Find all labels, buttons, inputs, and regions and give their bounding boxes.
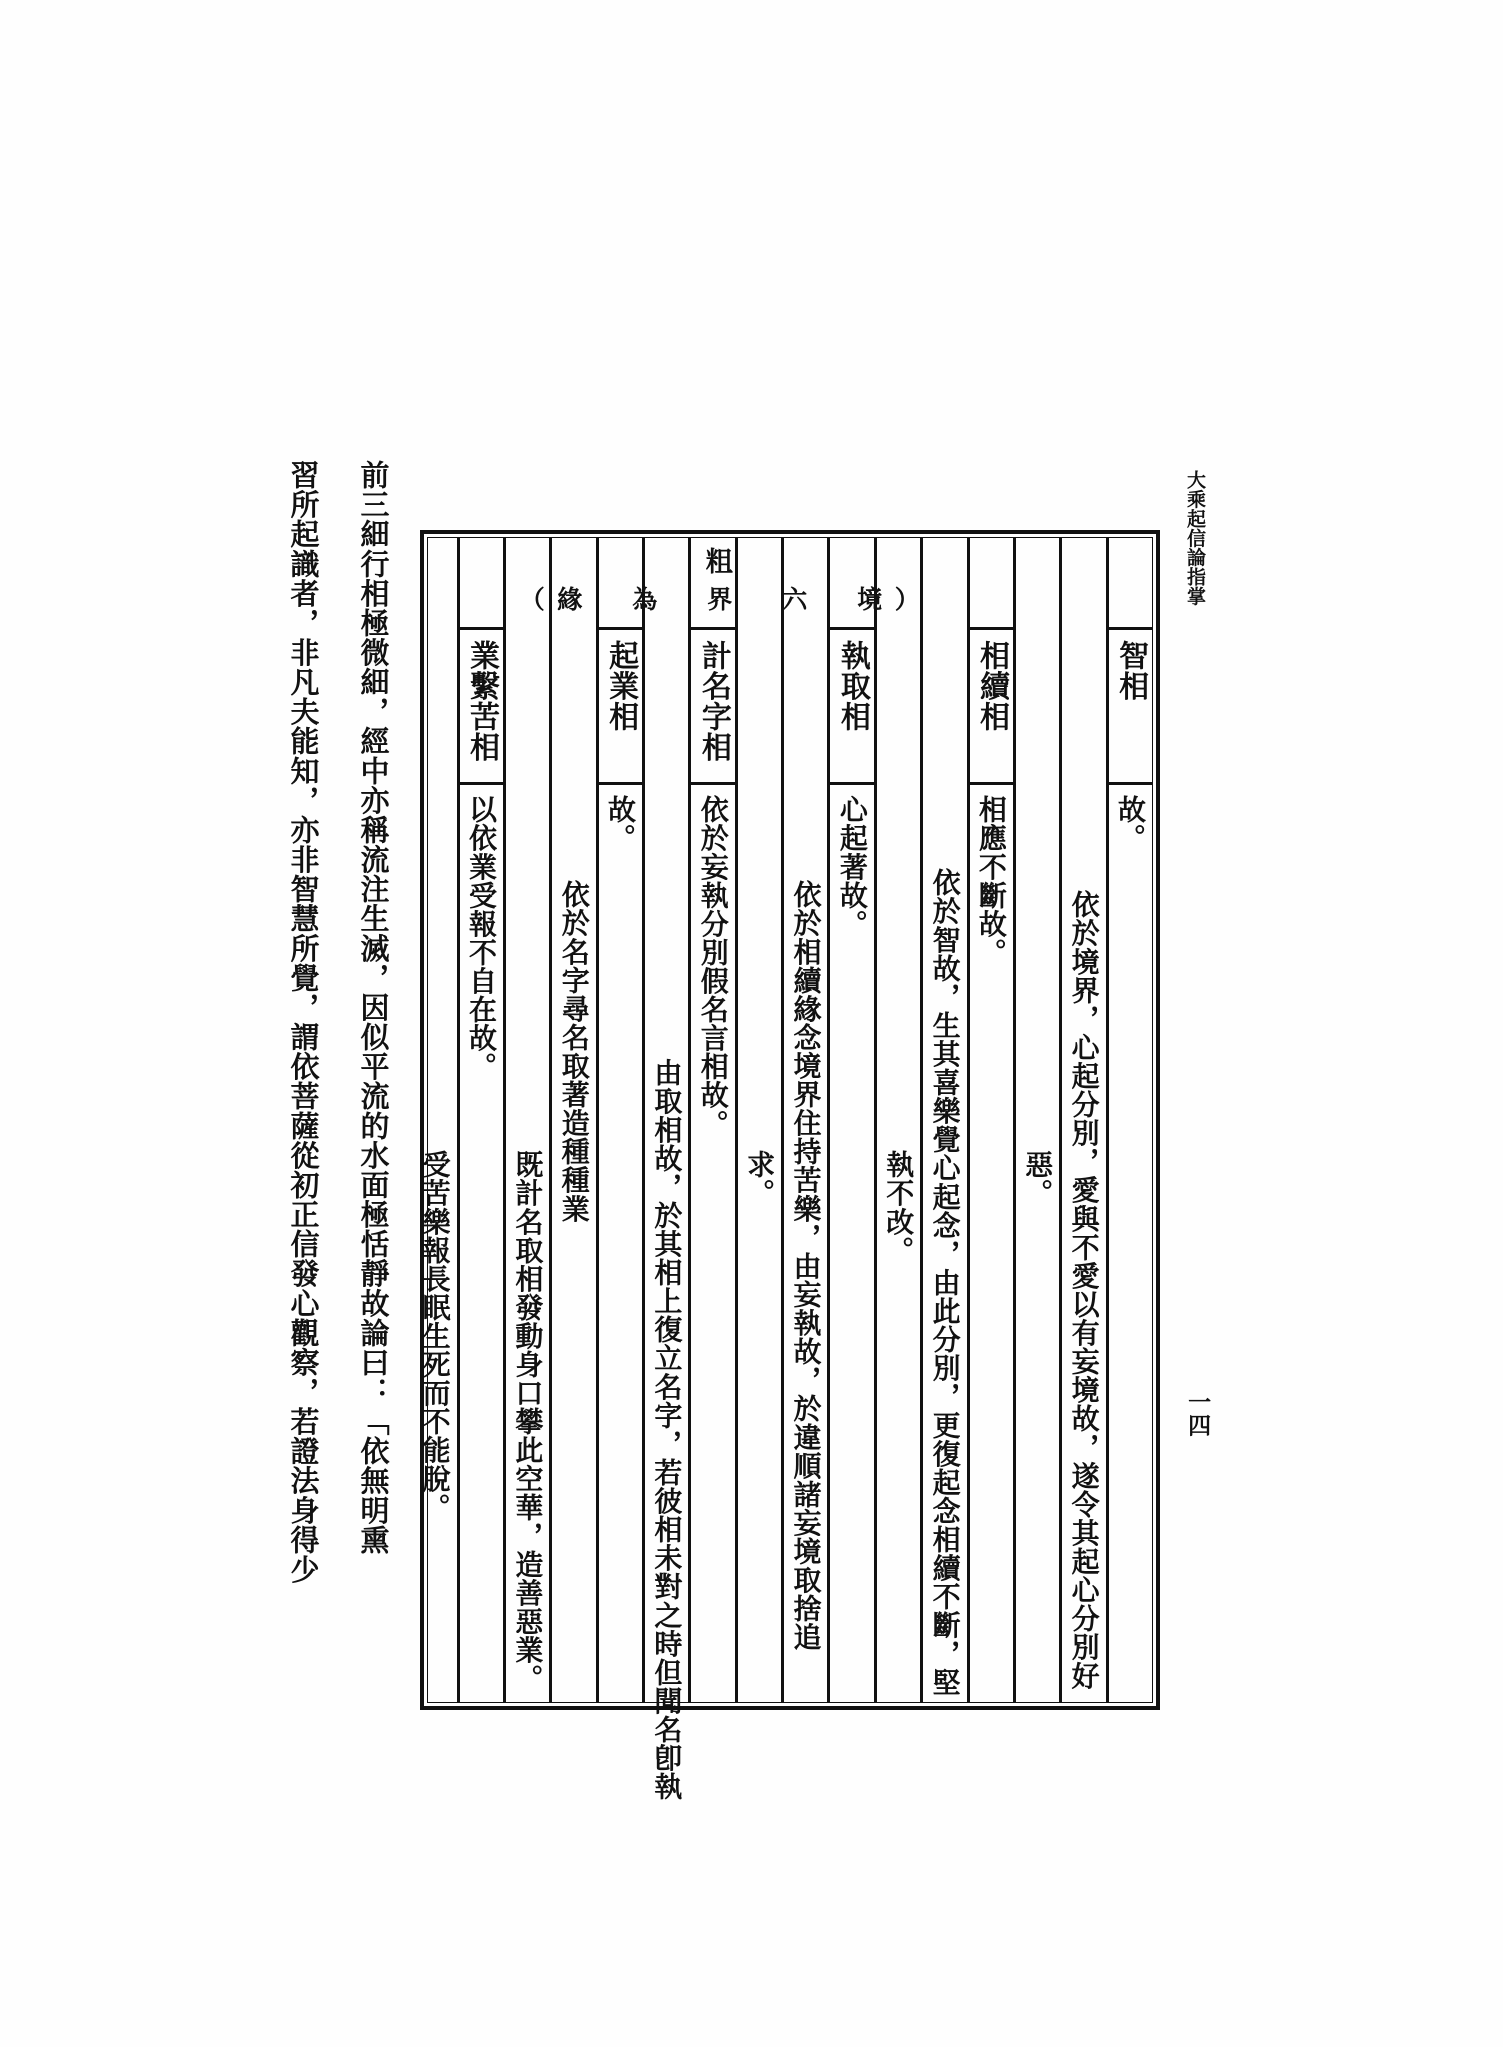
table-name-spacer [1062, 630, 1105, 640]
table-row-desc-main [1059, 538, 1105, 1702]
table-row-desc-tail [503, 538, 549, 1702]
doctrine-table [418, 530, 1160, 1801]
table-group-cell [970, 538, 1013, 630]
table-group-label-empty [1109, 538, 1152, 630]
table-row [457, 538, 503, 1702]
table-row-desc-main [920, 538, 966, 1702]
table-row-desc-tail [642, 538, 688, 1801]
table-row-desc: 故。 [604, 795, 638, 853]
table-row [596, 538, 642, 1702]
table-row-desc-tail-text: 求。 [743, 1150, 777, 1208]
running-head [1185, 470, 1204, 611]
table-row [688, 538, 734, 1702]
table-group-heading-bottom: （緣 為 界 六 境） [519, 585, 933, 614]
table-row-desc: 故。 [1114, 795, 1147, 853]
table-row-name: 業繫苦相 [460, 630, 503, 785]
table-group-spacer [784, 538, 827, 630]
table-row-desc-main [781, 538, 827, 1702]
table-row-desc-tail-text: 惡。 [1021, 1150, 1055, 1208]
table-row-desc-tail-text: 由取相故，於其相上復立名字，若彼相未對之時但聞名卽執 [650, 1058, 684, 1801]
body-column-1: 前三細行相極微細，經中亦稱流注生滅，因似平流的水面極恬靜故論曰：「依無明熏 [356, 460, 391, 1555]
table-row-name: 計名字相 [691, 630, 734, 785]
table-row-desc-text: 依於相續緣念境界住持苦樂，由妄執故，於違順諸妄境取捨追 [789, 880, 823, 1652]
table-row-desc-main [549, 538, 595, 1702]
table-row-desc-tail-text: 執不改。 [882, 1150, 916, 1265]
table-row-desc: 心起著故。 [835, 795, 869, 938]
table-group-cell [599, 538, 642, 630]
table-row-desc-tail-text: 既計名取相發動身口攀此空華，造善惡業。 [511, 1150, 545, 1693]
table-row-desc-text: 依於智故，生其喜樂覺心起念，由此分別，更復起念相續不斷，堅 [928, 867, 962, 1696]
running-head-text: 大乘起信論指掌 [1184, 470, 1206, 606]
table-row-desc-tail [413, 538, 456, 1702]
table-group-heading-top: 粗 [705, 547, 747, 578]
page-number-text: 一四 [1184, 1390, 1212, 1437]
table-row [827, 538, 873, 1702]
table-row-desc: 以依業受報不自在故。 [464, 795, 498, 1081]
table-row-desc-tail [1013, 538, 1059, 1702]
table-group-spacer [1016, 538, 1059, 630]
table-inner [418, 537, 1153, 1801]
table-row-desc: 相應不斷故。 [974, 795, 1008, 967]
table-group-spacer [877, 538, 920, 630]
body-column-2: 習所起識者，非凡夫能知，亦非智慧所覺，謂依菩薩從初正信發心觀察，若證法身得少 [286, 460, 321, 1585]
table-group-spacer [738, 538, 781, 630]
table-group-cell [460, 538, 503, 630]
table-group-spacer [923, 538, 966, 618]
table-row [967, 538, 1013, 1702]
table-group-spacer [552, 538, 595, 630]
table-row-desc-text: 依於名字尋名取著造種種業 [557, 880, 591, 1223]
table-row-desc-text: 依於境界，心起分別，愛與不愛以有妄境故，遂令其起心分別好 [1067, 890, 1101, 1690]
table-row [1106, 538, 1152, 1702]
table-group-spacer [1062, 538, 1105, 630]
table-row-name: 執取相 [830, 630, 873, 785]
table-row-name: 智相 [1109, 630, 1152, 785]
table-row-desc: 依於妄執分別假名言相故。 [696, 795, 730, 1138]
page-number [1184, 1390, 1212, 1443]
table-row-desc-tail [735, 538, 781, 1702]
table-row-desc-tail-text: 受苦樂報長眠生死而不能脫。 [418, 1150, 452, 1522]
table-group-cell [691, 538, 734, 630]
table-group-spacer [506, 538, 549, 630]
table-row-name: 起業相 [599, 630, 642, 785]
table-group-cell [830, 538, 873, 630]
table-row-name: 相續相 [970, 630, 1013, 785]
table-row-desc-tail [874, 538, 920, 1702]
table-group-spacer [413, 538, 456, 630]
